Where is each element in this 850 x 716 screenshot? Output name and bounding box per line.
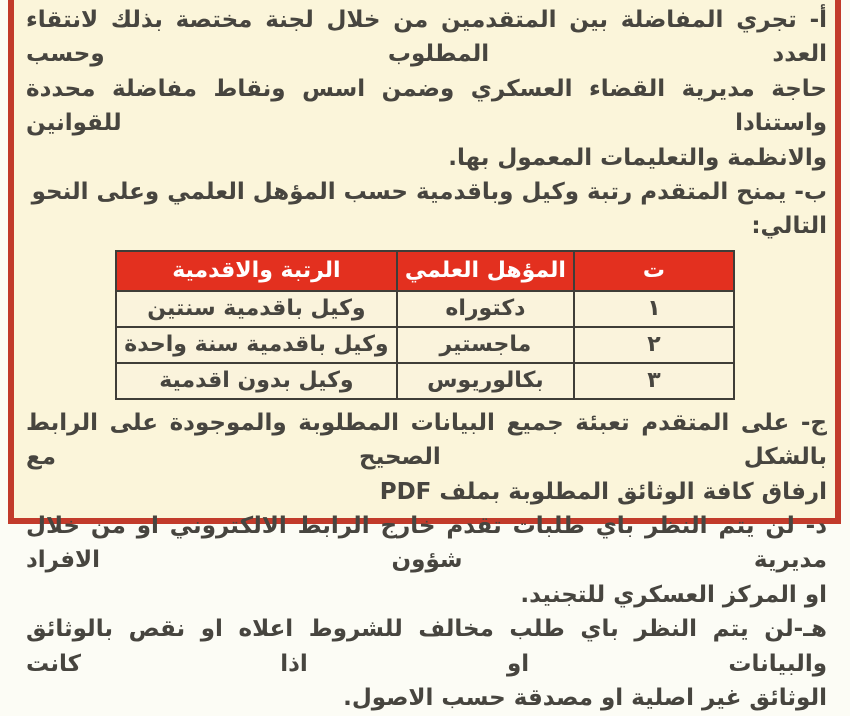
clause-d-line-1: د- لن يتم النظر باي طلبات تقدم خارج الرابط الالكتروني او من خلال مديرية شؤون الافراد: [26, 513, 827, 574]
table-row: [116, 291, 734, 327]
document-frame: [8, 0, 841, 712]
table-row: [116, 363, 734, 399]
table-cell-qualification: دكتوراه: [397, 291, 574, 327]
table-cell-serial: ٢: [574, 327, 734, 363]
table-cell-qualification: ماجستير: [397, 327, 574, 363]
table-cell-rank: وكيل باقدمية سنتين: [116, 291, 397, 327]
table-cell-serial: ٣: [574, 363, 734, 399]
table-cell-qualification: بكالوريوس: [397, 363, 574, 399]
clause-e-line-2: الوثائق غير اصلية او مصدقة حسب الاصول.: [343, 685, 827, 712]
clause-b-line-1: ب- يمنح المتقدم رتبة وكيل وباقدمية حسب المؤهل العلمي وعلى النحو التالي:: [31, 179, 827, 240]
table-header-row: [116, 251, 734, 291]
table-cell-rank: وكيل باقدمية سنة واحدة: [116, 327, 397, 363]
table-header-serial: ت: [574, 251, 734, 291]
clause-d-line-2: او المركز العسكري للتجنيد.: [520, 581, 827, 608]
table-header-qualification: المؤهل العلمي: [397, 251, 574, 291]
table-cell-serial: ١: [574, 291, 734, 327]
table-row: [116, 327, 734, 363]
clause-a-line-3: والانظمة والتعليمات المعمول بها.: [448, 144, 827, 171]
document-content: [14, 0, 835, 712]
qualification-rank-table: [115, 250, 735, 400]
clause-a-line-2: حاجة مديرية القضاء العسكري وضمن اسس ونقاط مفاضلة محددة واستنادا للقوانين: [26, 75, 827, 137]
clause-e-line-1: هـ-لن يتم النظر باي طلب مخالف للشروط اعلاه او نقص بالوثائق والبيانات او اذا كانت: [26, 616, 827, 677]
table-header-rank: الرتبة والاقدمية: [116, 251, 397, 291]
clause-c-line-2: ارفاق كافة الوثائق المطلوبة بملف PDF: [379, 478, 827, 505]
clause-a-line-1: أ- تجري المفاضلة بين المتقدمين من خلال لجنة مختصة بذلك لانتقاء العدد المطلوب وحسب: [26, 7, 827, 68]
clause-c-line-1: ج- على المتقدم تعبئة جميع البيانات المطلوبة والموجودة على الرابط بالشكل الصحيح مع: [26, 409, 827, 471]
table-cell-rank: وكيل بدون اقدمية: [116, 363, 397, 399]
